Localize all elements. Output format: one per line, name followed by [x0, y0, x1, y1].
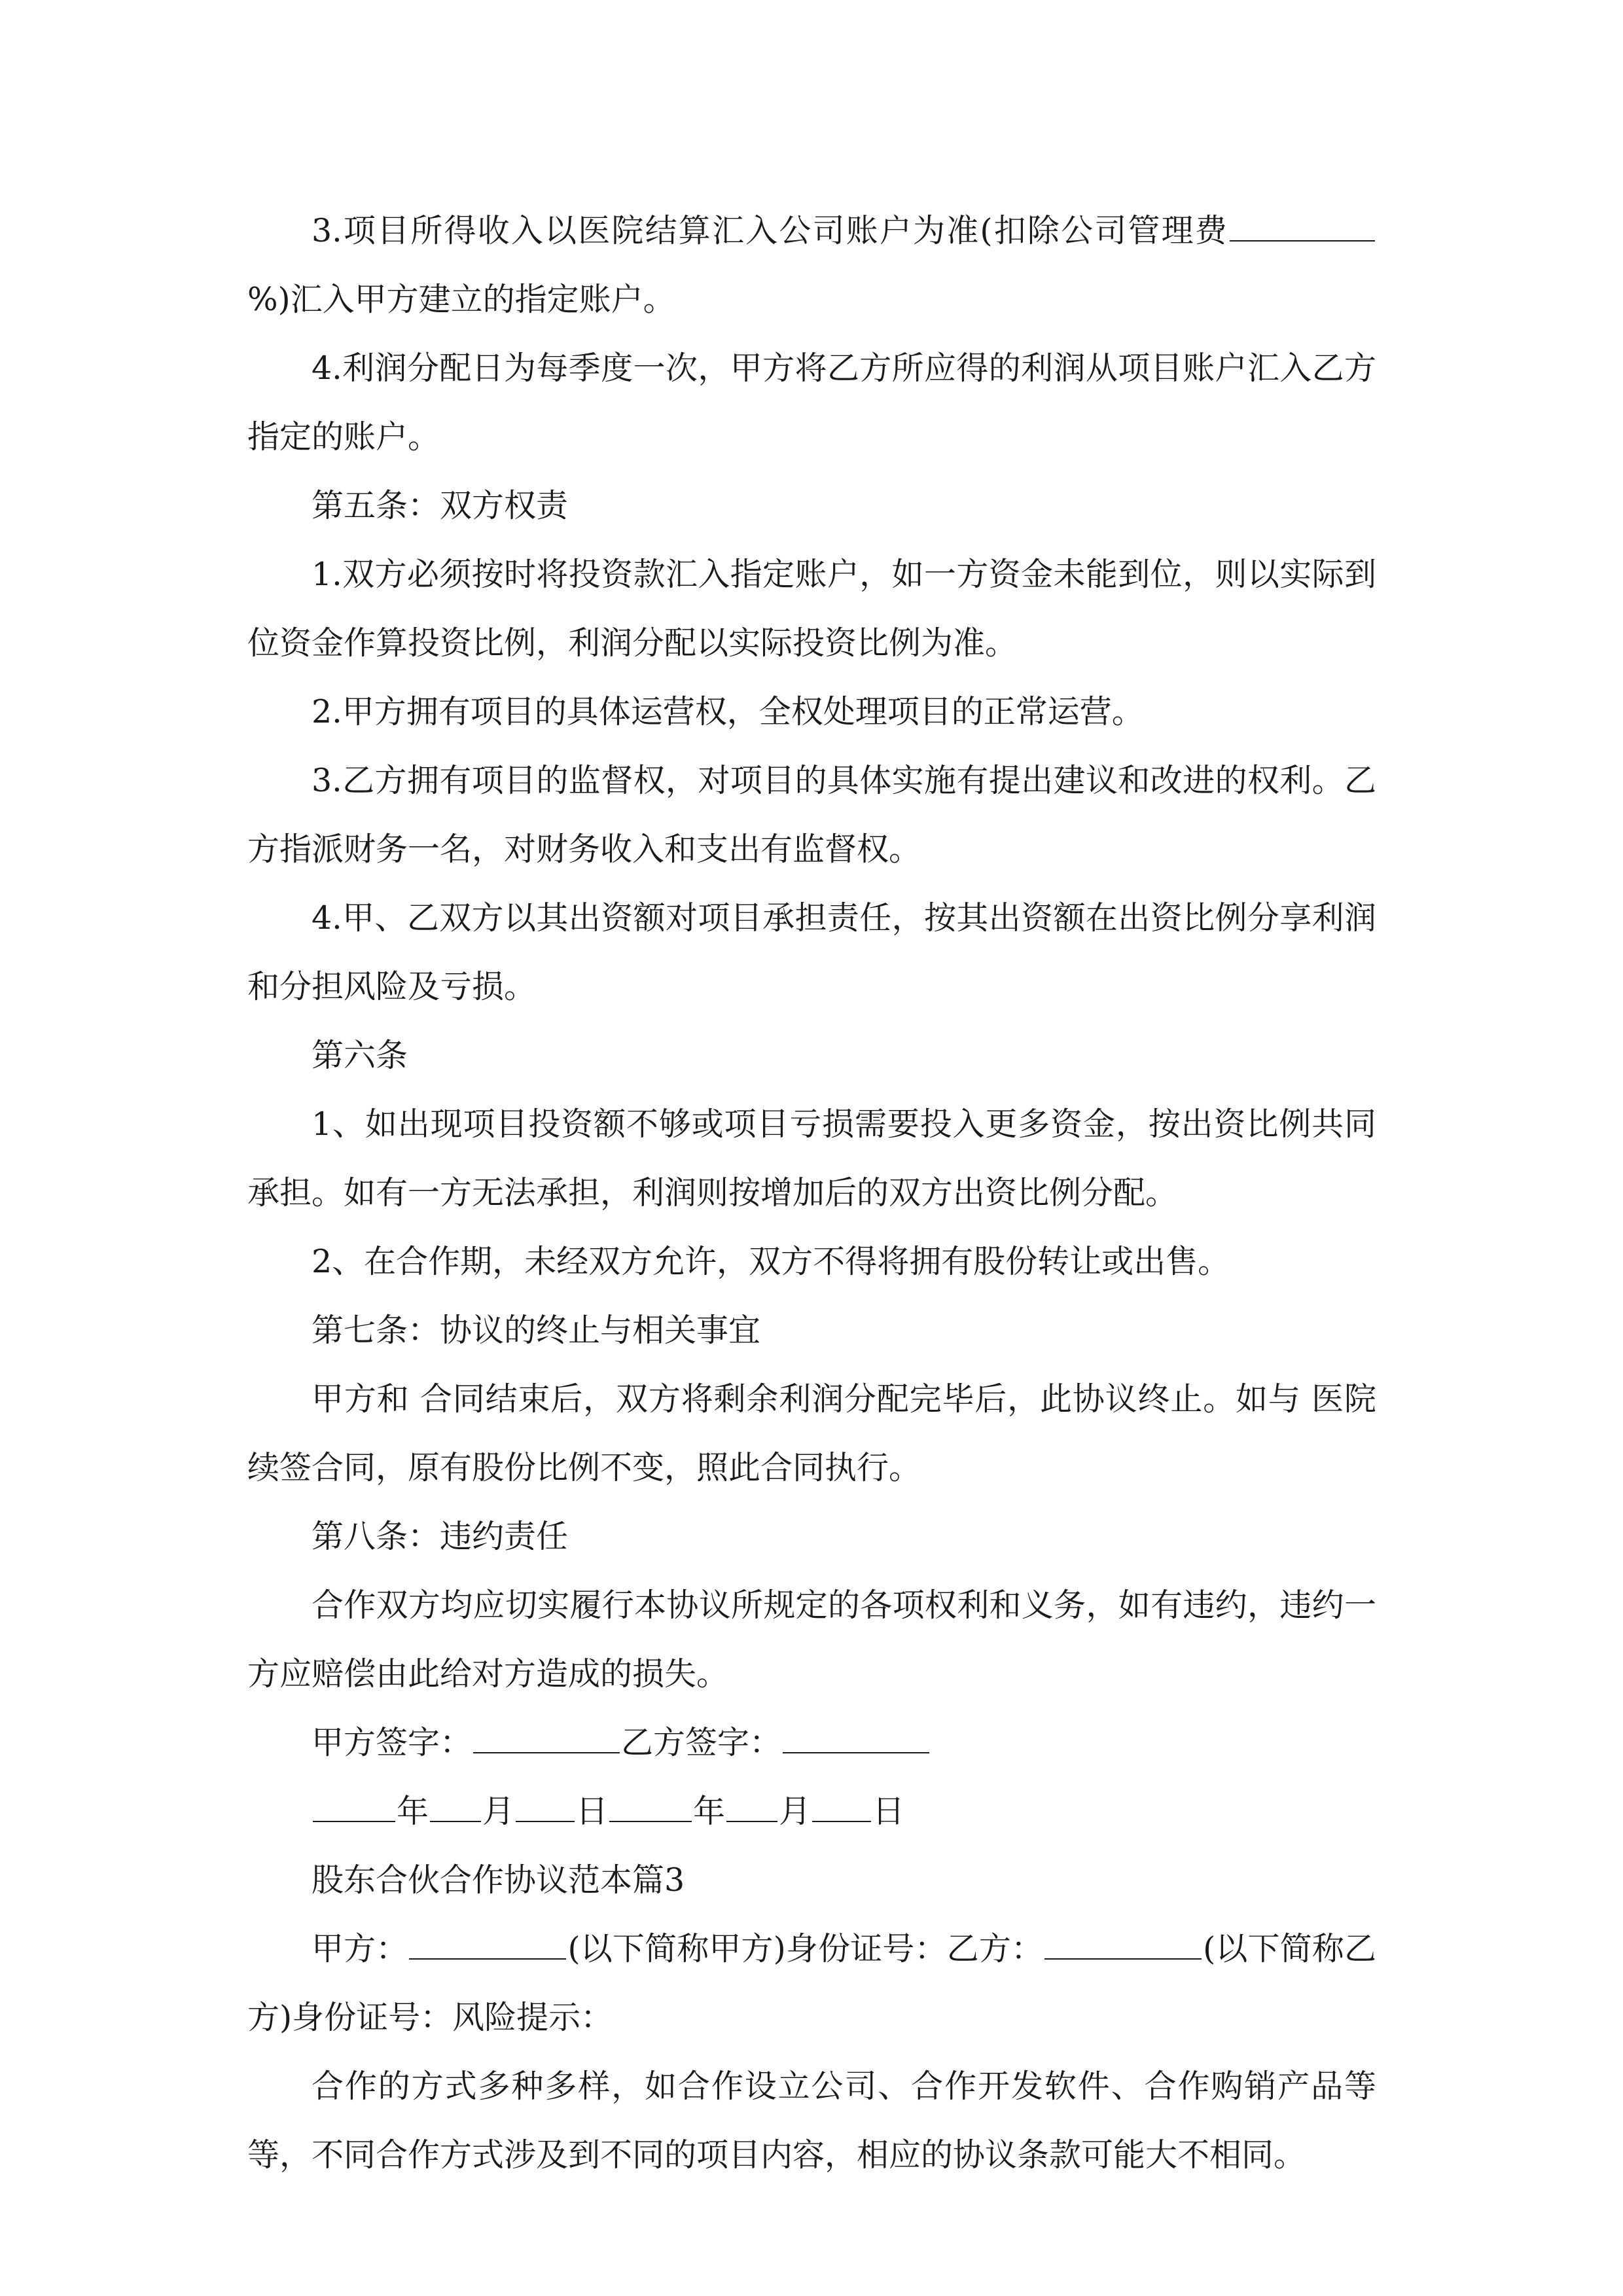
article-7-body: 甲方和 合同结束后，双方将剩余利润分配完毕后，此协议终止。如与 医院续签合同，原有股份比例不变，照此合同执行。 [247, 1380, 1376, 1486]
document-body [247, 196, 1376, 2189]
clause-text: 3.项目所得收入以医院结算汇入公司账户为准(扣除公司管理费 [312, 212, 1228, 249]
clause-4-item-3 [247, 196, 1376, 334]
section-3-title: 股东合伙合作协议范本篇3 [312, 1861, 685, 1899]
article-5-item-2: 2.甲方拥有项目的具体运营权，全权处理项目的正常运营。 [312, 693, 1144, 730]
party-b-suffix: (以下简称乙方)身份证号：风险提示： [247, 1930, 1376, 2036]
date-line [247, 1777, 1376, 1846]
party-b-signature-label: 乙方签字： [621, 1724, 782, 1761]
clause-text: %)汇入甲方建立的指定账户。 [247, 281, 675, 318]
parties-line [247, 1914, 1376, 2052]
article-6-item-2: 2、在合作期，未经双方允许，双方不得将拥有股份转让或出售。 [312, 1243, 1230, 1280]
year-label: 年 [693, 1793, 726, 1830]
month-label: 月 [779, 1793, 812, 1830]
article-8-heading: 第八条：违约责任 [312, 1518, 569, 1555]
party-b-name-blank [1044, 1929, 1202, 1960]
month-label: 月 [482, 1793, 515, 1830]
day-blank-b [812, 1792, 871, 1822]
article-6-heading: 第六条 [312, 1037, 408, 1074]
party-a-label: 甲方： [312, 1930, 408, 1967]
day-label: 日 [872, 1793, 905, 1830]
article-5-item-1: 1.双方必须按时将投资款汇入指定账户，如一方资金未能到位，则以实际到位资金作算投资比例，利润分配以实际投资比例为准。 [247, 556, 1376, 662]
month-blank-a [430, 1792, 481, 1822]
party-b-signature-blank [783, 1723, 929, 1753]
party-a-signature-blank [473, 1723, 620, 1753]
day-blank-a [516, 1792, 575, 1822]
article-8-body: 合作双方均应切实履行本协议所规定的各项权利和义务，如有违约，违约一方应赔偿由此给对方造成的损失。 [247, 1587, 1376, 1693]
month-blank-b [726, 1792, 777, 1822]
day-label: 日 [576, 1793, 609, 1830]
party-a-suffix: (以下简称甲方)身份证号：乙方： [567, 1930, 1044, 1967]
signature-line [247, 1708, 1376, 1777]
article-5-item-3: 3.乙方拥有项目的监督权，对项目的具体实施有提出建议和改进的权利。乙方指派财务一名，对财务收入和支出有监督权。 [247, 762, 1376, 868]
fee-percent-blank [1230, 211, 1375, 242]
party-a-signature-label: 甲方签字： [312, 1724, 473, 1761]
year-blank-a [313, 1792, 395, 1822]
clause-4-item-4: 4.利润分配日为每季度一次，甲方将乙方所应得的利润从项目账户汇入乙方指定的账户。 [247, 350, 1376, 456]
article-6-item-1: 1、如出现项目投资额不够或项目亏损需要投入更多资金，按出资比例共同承担。如有一方无法承担，利润则按增加后的双方出资比例分配。 [247, 1105, 1376, 1211]
article-5-item-4: 4.甲、乙双方以其出资额对项目承担责任，按其出资额在出资比例分享利润和分担风险及亏损。 [247, 899, 1376, 1005]
year-blank-b [609, 1792, 692, 1822]
risk-note: 合作的方式多种多样，如合作设立公司、合作开发软件、合作购销产品等等，不同合作方式涉及到不同的项目内容，相应的协议条款可能大不相同。 [247, 2068, 1376, 2174]
party-a-name-blank [409, 1929, 566, 1960]
article-5-heading: 第五条：双方权责 [312, 487, 569, 524]
year-label: 年 [397, 1793, 429, 1830]
article-7-heading: 第七条：协议的终止与相关事宜 [312, 1312, 761, 1349]
